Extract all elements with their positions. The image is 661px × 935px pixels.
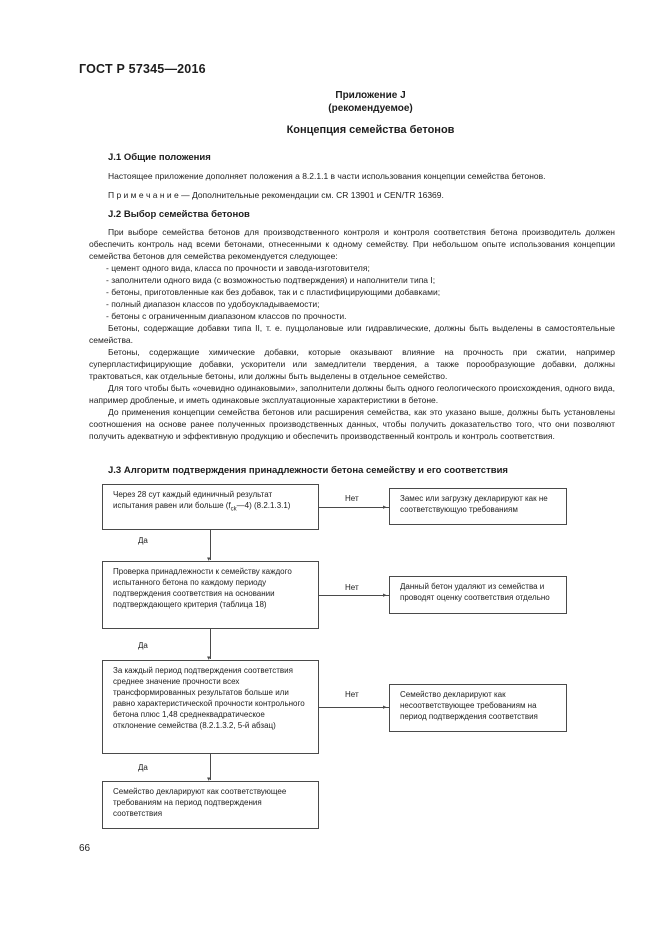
bullet-item: - цемент одного вида, класса по прочности и завода-изготовителя; <box>106 263 370 273</box>
note-text: — Дополнительные рекомендации см. CR 13901 и CEN/TR 16369. <box>178 190 444 200</box>
appendix-name: Концепция семейства бетонов <box>286 124 455 136</box>
flow-step-1-text: Через 28 сут каждый единичный результат испытания равен или больше (f <box>113 490 273 510</box>
flow-label-yes: Да <box>138 763 148 772</box>
section-heading-j2: J.2 Выбор семейства бетонов <box>108 209 250 220</box>
flow-label-no: Нет <box>345 583 359 592</box>
arrow-right-icon: ▸ <box>383 704 387 711</box>
section-j2-paragraph: Для того чтобы быть «очевидно одинаковыми», заполнители должны быть одного геологического происхождения, одного вида, например дробленые, и иметь одинаковые эксплуатационные характеристики в бетоне. <box>89 383 615 405</box>
bullet-item: - полный диапазон классов по удобоукладываемости; <box>106 299 320 309</box>
flow-no-2-box <box>389 576 567 614</box>
arrow-right-icon: ▸ <box>383 592 387 599</box>
arrow-down-icon: ▾ <box>207 776 211 783</box>
flow-label-no: Нет <box>345 690 359 699</box>
connector-no-1 <box>319 507 389 508</box>
bullet-item: - заполнители одного вида (с возможностью подтверждения) и наполнители типа I; <box>106 275 436 285</box>
arrow-down-icon: ▾ <box>207 556 211 563</box>
flow-no-1-text: Замес или загрузку декларируют как не соответствующую требованиям <box>400 494 548 514</box>
flow-no-1-box <box>389 488 567 525</box>
section-j1-text: Настоящее приложение дополняет положения а 8.2.1.1 в части использования концепции семейства бетонов. <box>108 171 546 181</box>
flow-label-yes: Да <box>138 641 148 650</box>
section-j2-paragraph: До применения концепции семейства бетонов или расширения семейства, как это указано выше, должны быть установлены соотношения на основе ранее полученных производственных данных, чтобы получить доказательство того, что они позволяют получить адекватную и эффективную продукцию и обеспечить производственный контроль и контроль соответствия. <box>89 407 615 441</box>
flow-step-1-tail: —4) (8.2.1.3.1) <box>236 501 291 510</box>
flow-label-no: Нет <box>345 494 359 503</box>
flow-step-3-text: За каждый период подтверждения соответствия среднее значение прочности всех трансформированных результатов больше или равно характеристической прочности контрольного бетона плюс 1,48 среднеквадратическое отклонение семейства (8.2.1.3.2, 5-й абзац) <box>113 666 305 730</box>
flow-step-3-box <box>102 660 319 754</box>
arrow-down-icon: ▾ <box>207 655 211 662</box>
standard-header: ГОСТ Р 57345—2016 <box>79 62 206 76</box>
bullet-item: - бетоны, приготовленные как без добавок, так и с пластифицирующими добавками; <box>106 287 441 297</box>
appendix-status: (рекомендуемое) <box>328 103 413 114</box>
connector-no-3 <box>319 707 389 708</box>
flow-no-2-text: Данный бетон удаляют из семейства и проводят оценку соответствия отдельно <box>400 582 550 602</box>
flow-step-4-box <box>102 781 319 829</box>
flow-step-2-text: Проверка принадлежности к семейству каждого испытанного бетона по каждому периоду подтверждения соответствия на основании подтверждающего критерия (таблица 18) <box>113 567 292 609</box>
bullet-item: - бетоны с ограниченным диапазоном классов по прочности. <box>106 311 347 321</box>
section-heading-j1: J.1 Общие положения <box>108 152 211 163</box>
section-j2-paragraph: Бетоны, содержащие химические добавки, которые оказывают влияние на прочность при сжатии, например суперпластифицирующие добавки, ускорители или замедлители твердения, а также порообразующие добавки, должны трактоваться, как отдельные бетоны, или должны быть выделены в отдельное семейство. <box>89 347 615 381</box>
section-j1-note <box>89 189 615 201</box>
arrow-right-icon: ▸ <box>383 504 387 511</box>
flow-label-yes: Да <box>138 536 148 545</box>
flow-no-3-box <box>389 684 567 732</box>
flow-step-4-text: Семейство декларируют как соответствующее требованиям на период подтверждения соответствия <box>113 787 287 818</box>
flow-no-3-text: Семейство декларируют как несоответствующее требованиям на период подтверждения соответствия <box>400 690 538 721</box>
section-j2-paragraph: Бетоны, содержащие добавки типа II, т. е. пуццолановые или гидравлические, должны быть выделены в самостоятельные семейства. <box>89 323 615 345</box>
section-j2-intro: При выборе семейства бетонов для производственного контроля и контроля соответствия бетона производитель должен обеспечить контроль над всеми бетонами, отнесенными к одному семейству. При небольшом опыте использования концепции семейства бетонов для семейства рекомендуется следующее: <box>89 227 615 261</box>
page-number: 66 <box>79 843 91 854</box>
appendix-title: Приложение J <box>335 90 406 101</box>
section-j1-body <box>89 170 615 201</box>
flow-step-1-subscript: ck <box>230 506 237 513</box>
flow-step-1-box <box>102 484 319 530</box>
section-heading-j3: J.3 Алгоритм подтверждения принадлежности бетона семейству и его соответствия <box>108 465 508 476</box>
flow-step-2-box <box>102 561 319 629</box>
note-label: П р и м е ч а н и е <box>108 190 179 200</box>
connector-no-2 <box>319 595 389 596</box>
section-j2-body <box>89 226 615 442</box>
